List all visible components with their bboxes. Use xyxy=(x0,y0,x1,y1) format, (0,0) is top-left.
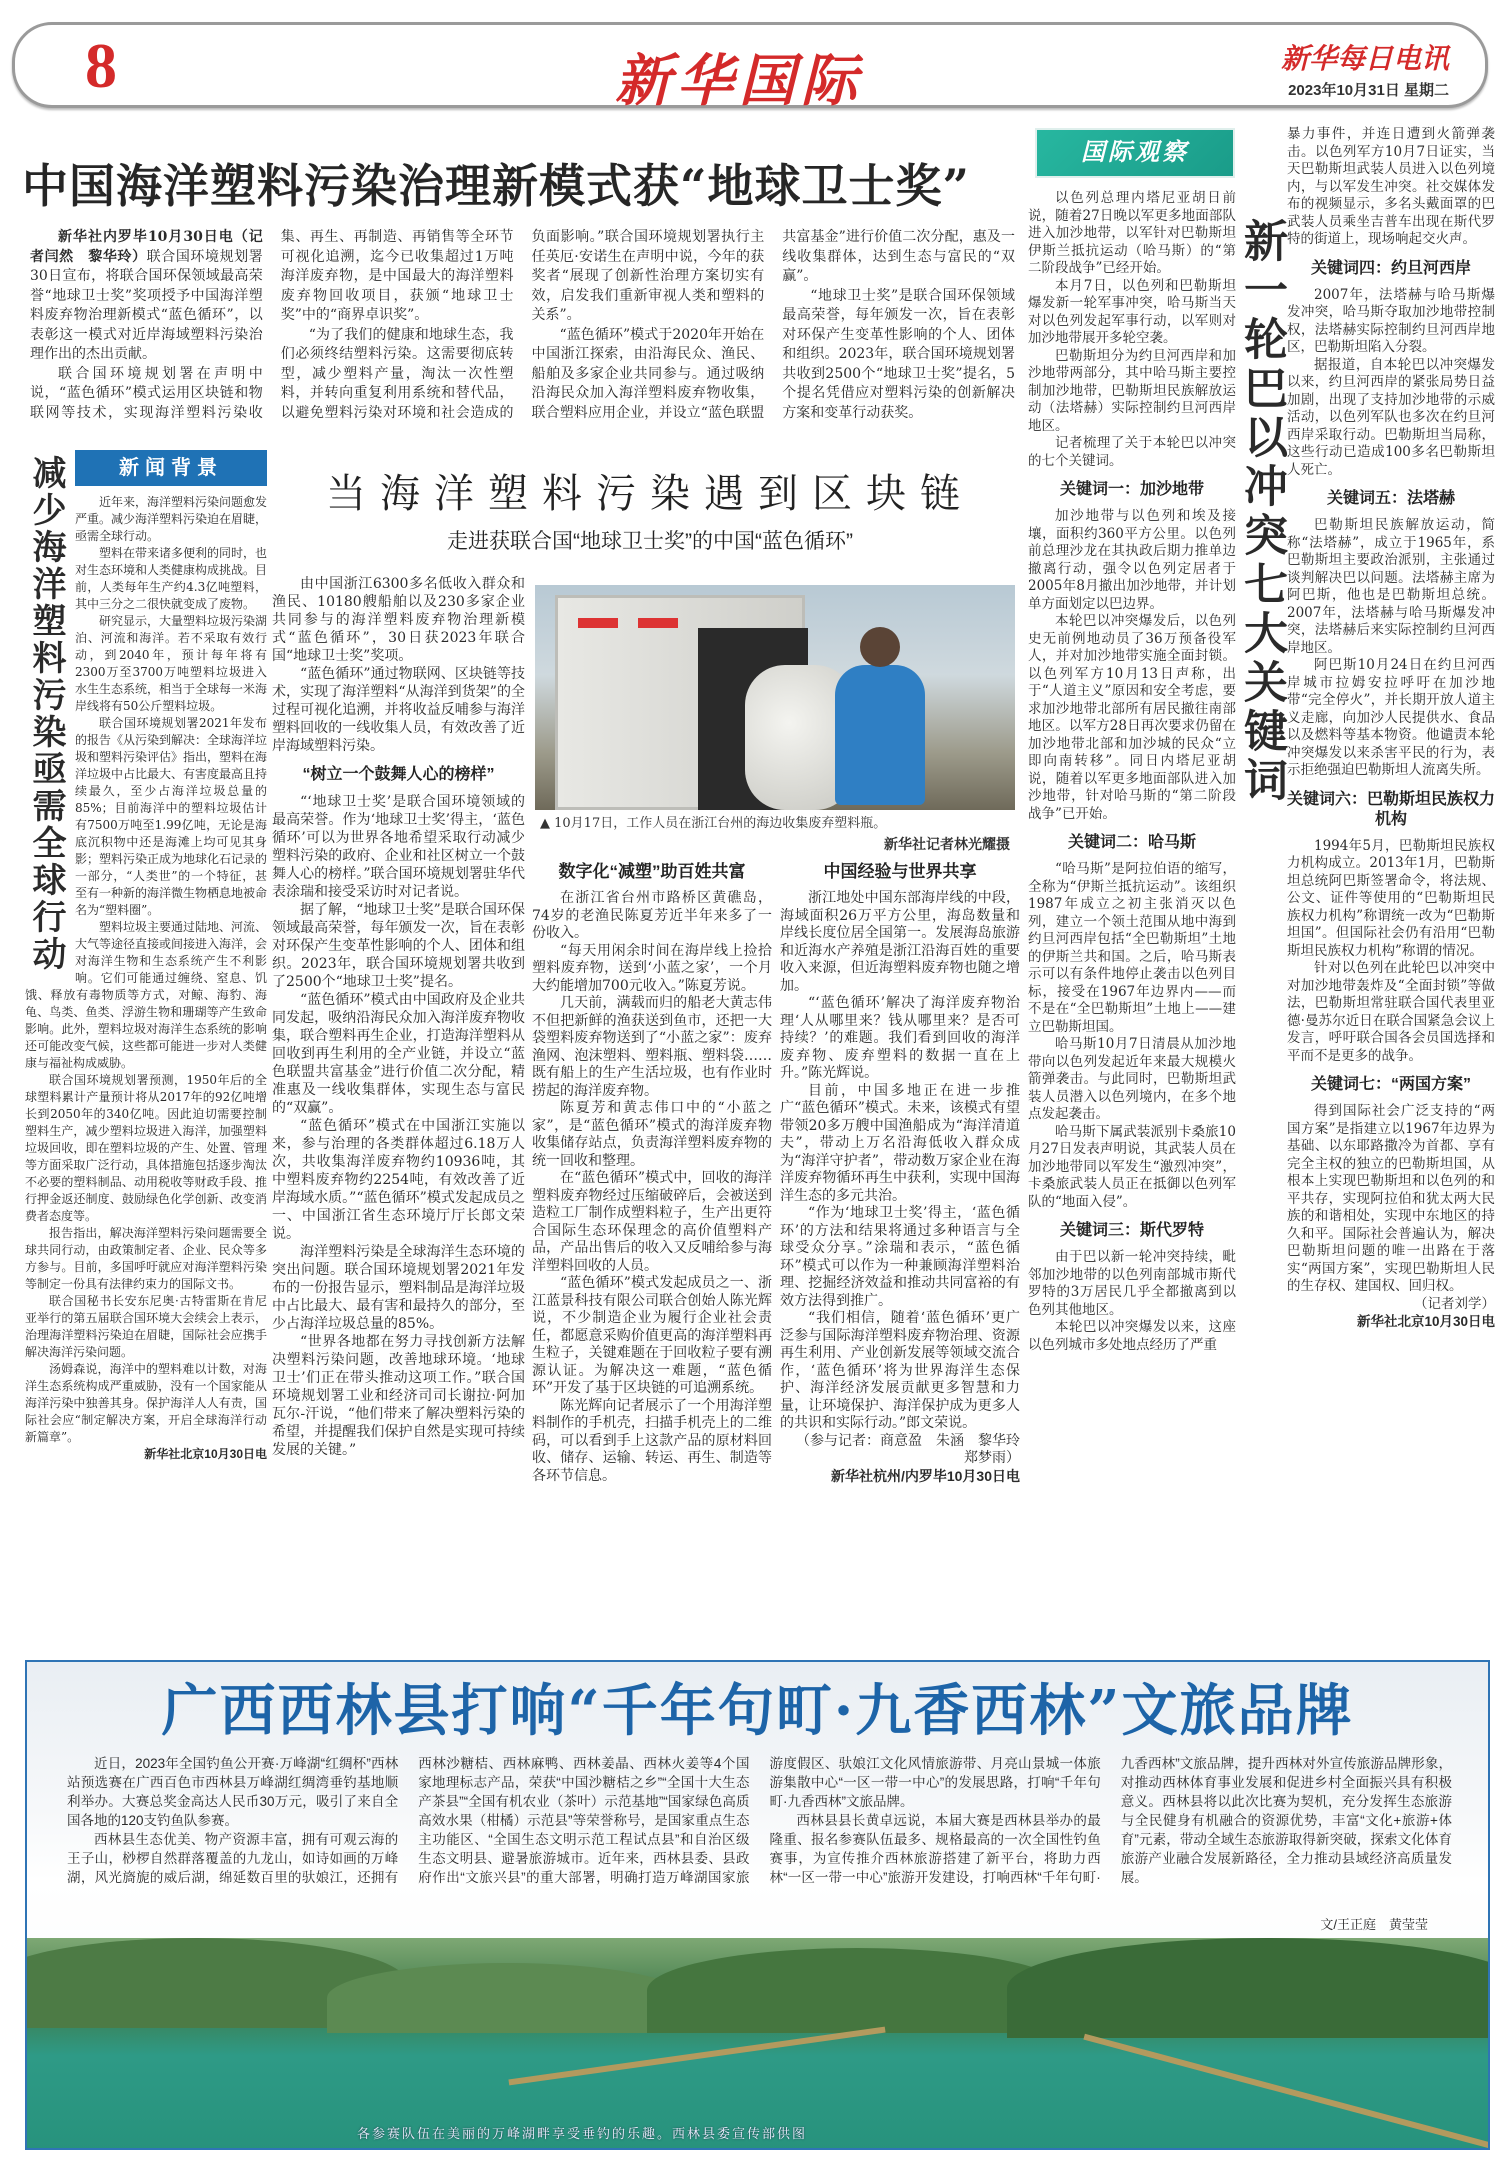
paragraph: 暴力事件，并连日遭到火箭弹袭击。以色列军方10月7日证实，当天巴勒斯坦武装人员进入以色列境内，与以军发生冲突。社交媒体发布的视频显示，多名头戴面罩的巴武装人员乘坐吉普车出现在斯代罗特的街道上，现场响起交火声。 xyxy=(1287,126,1495,247)
section-title: 新华国际 xyxy=(615,48,863,114)
dateline: 新华社北京10月30日电 xyxy=(144,1447,267,1461)
issue-date: 2023年10月31日 星期二 xyxy=(1288,82,1449,99)
lead-dateline: 新华社内罗毕10月30日电（记者闫然 黎华玲） xyxy=(30,229,263,265)
paragraph: “哈马斯”是阿拉伯语的缩写，全称为“伊斯兰抵抗运动”。该组织1987年成立之初主张消灭以色列，建立一个领土范围从地中海到约旦河西岸包括“全巴勒斯坦”土地的伊斯兰共和国。之后，哈马斯表示可以有条件地停止袭击以色列目标，接受在1967年边界内——而不是在“全巴勒斯坦”土地上——建立巴勒斯坦国。 xyxy=(1028,861,1236,1035)
paragraph: 陈光辉向记者展示了一个用海洋塑料制作的手机壳，扫描手机壳上的二维码，可以看到手上这款产品的原材料回收、储存、运输、转运、再生、制造等各环节信息。 xyxy=(532,1397,772,1484)
masthead xyxy=(12,22,1488,114)
paragraph: 阿巴斯10月24日在约旦河西岸城市拉姆安拉呼吁在加沙地带“完全停火”，并长期开放人道主义走廊，向加沙人民提供水、食品以及燃料等基本物资。他谴责本轮冲突爆发以来杀害平民的行为，表示拒绝强迫巴勒斯坦人流离失所。 xyxy=(1287,657,1495,778)
observation-column-left xyxy=(1028,190,1236,1354)
background-vertical-title: 减少海洋塑料污染亟需全球行动 xyxy=(26,455,66,973)
news-background-box xyxy=(25,450,267,1650)
paragraph: “‘地球卫士奖’是联合国环境领域的最高荣誉。作为‘地球卫士奖’得主，‘蓝色循环’可以为世界各地希望采取行动减少塑料污染的政府、企业和社区树立一个鼓舞人心的榜样。”联合国环境规划署驻华代表涂瑞和接受采访时对记者说。 xyxy=(272,794,525,900)
promo-section xyxy=(25,1660,1490,2150)
paragraph: 报告指出，解决海洋塑料污染问题需要全球共同行动，由政策制定者、企业、民众等多方参与。目前，多国呼吁就应对海洋塑料污染等制定一份具有法律约束力的国际文书。 xyxy=(25,1226,267,1291)
paragraph: 汤姆森说，海洋中的塑料难以计数，对海洋生态系统构成严重威胁，没有一个国家能从海洋污染中独善其身。保护海洋人人有责，国际社会应“制定解决方案，开启全球海洋行动新篇章”。 xyxy=(25,1362,267,1444)
paragraph: 巴勒斯坦民族解放运动，简称“法塔赫”，成立于1965年，系巴勒斯坦主要政治派别，主张通过谈判解决巴以问题。法塔赫主席为阿巴斯，他也是巴勒斯坦总统。2007年，法塔赫与哈马斯爆发冲突，法塔赫后来实际控制约旦河西岸地区。 xyxy=(1287,517,1495,656)
lake-photo xyxy=(27,1938,1488,2150)
paragraph: 加沙地带与以色列和埃及接壤，面积约360平方公里。以色列前总理沙龙在其执政后期力推单边撤离行动，强令以色列定居者于2005年8月撤出加沙地带，并计划单方面划定以巴边界。 xyxy=(1028,508,1236,612)
feature-subheadline: 走进获联合国“地球卫士奖”的中国“蓝色循环” xyxy=(447,530,853,553)
newspaper-brand-logo: 新华每日电讯 xyxy=(1280,42,1449,75)
promo-photo-caption: 各参赛队伍在美丽的万峰湖畔享受垂钓的乐趣。西林县委宣传部供图 xyxy=(357,2127,808,2142)
paragraph: “蓝色循环”模式发起成员之一、浙江蓝景科技有限公司联合创始人陈光辉说，不少制造企业为履行企业社会责任，都愿意采购价值更高的海洋塑料再生粒子，关键难题在于回收粒子要有溯源认证。为解决这一难题，“蓝色循环”开发了基于区块链的可追溯系统。 xyxy=(532,1275,772,1396)
byline: （参与记者：商意盈 朱涵 黎华玲 郑梦雨） xyxy=(796,1432,1034,1466)
paragraph: “蓝色循环”模式在中国浙江实施以来，参与治理的各类群体超过6.18万人次，共收集海洋废弃物约10936吨，其中塑料废弃物约2254吨，有效改善了近岸海域水质。”“蓝色循环”模式发起成员之一、中国浙江省生态环境厅厅长郎文荣说。 xyxy=(272,1118,525,1242)
promo-author: 文/王正庭 黄莹莹 xyxy=(1320,1917,1428,1932)
paragraph: 由于巴以新一轮冲突持续，毗邻加沙地带的以色列南部城市斯代罗特的3万居民几乎全都撤离到以色列其他地区。 xyxy=(1028,1249,1236,1318)
paragraph: 塑料在带来诸多便利的同时，也对生态环境和人类健康构成挑战。目前，人类每年生产约4.3亿吨塑料，其中三分之二很快就变成了废物。 xyxy=(75,546,268,611)
paragraph: 记者梳理了关于本轮巴以冲突的七个关键词。 xyxy=(1028,435,1236,469)
paragraph: 在浙江省台州市路桥区黄礁岛，74岁的老渔民陈夏芳近半年来多了一份收入。 xyxy=(532,890,772,941)
feature-column-c xyxy=(780,862,1034,1485)
paragraph: “蓝色循环”通过物联网、区块链等技术，实现了海洋塑料“从海洋到货架”的全过程可视化追溯，并将收益反哺参与海洋塑料回收的一线收集人员，有效改善了近岸海域塑料污染。 xyxy=(272,666,525,754)
dateline: 新华社杭州/内罗毕10月30日电 xyxy=(830,1467,1020,1484)
paragraph: 得到国际社会广泛支持的“两国方案”是指建立以1967年边界为基础、以东耶路撒冷为首都、享有完全主权的独立的巴勒斯坦国，从根本上实现巴勒斯坦和以色列的和平共存，实现阿拉伯和犹太两大民族的和谐相处，实现中东地区的持久和平。国际社会普遍认为，解决巴勒斯坦问题的唯一出路在于落实“两国方案”，实现巴勒斯坦人民的生存权、建国权、回归权。 xyxy=(1287,1103,1495,1294)
paragraph: 本月7日，以色列和巴勒斯坦爆发新一轮军事冲突，哈马斯当天对以色列发起军事行动，以军则对加沙地带展开多轮空袭。 xyxy=(1028,277,1236,346)
paragraph: 陈夏芳和黄志伟口中的“小蓝之家”，是“蓝色循环”模式的海洋废弃物收集储存站点，负责海洋塑料废弃物的统一回收和整理。 xyxy=(532,1100,772,1169)
caption-text: ▲ 10月17日，工作人员在浙江台州的海边收集废弃塑料瓶。 xyxy=(540,816,887,831)
subheading: 关键词七：“两国方案” xyxy=(1310,1076,1471,1093)
paragraph: “作为‘地球卫士奖’得主，‘蓝色循环’的方法和结果将通过多种语言与全球受众分享。”涂瑞和表示，“蓝色循环”模式可以作为一种兼顾海洋塑料治理、挖掘经济效益和推动共同富裕的有效方法得到推广。 xyxy=(780,1205,1020,1309)
promo-headline: 广西西林县打响“千年句町·九香西林”文旅品牌 xyxy=(161,1678,1354,1744)
top-story-headline: 中国海洋塑料污染治理新模式获“地球卫士奖” xyxy=(22,159,970,213)
subheading: 关键词一：加沙地带 xyxy=(1059,481,1204,498)
observation-right-body xyxy=(1287,126,1495,1331)
paragraph: “蓝色循环”模式于2020年开始在中国浙江探索，由沿海民众、渔民、船舶及多家企业共同参与。通过吸纳沿海民众加入海洋塑料废弃物收集，联合塑料应用企业，并设立“蓝色联盟共富基金”进行价值二次分配，惠及一线收集群体，达到生态与富民的“双赢”。 xyxy=(531,229,1015,421)
paragraph: 西林县县长黄卓远说，本届大赛是西林县举办的最隆重、报名参赛队伍最多、规格最高的一次全国性钓鱼赛事，为宣传推介西林旅游搭建了新平台，将助力西林“一区一带一中心”旅游开发建设，打响西林“千年句町·九香西林”文旅品牌，提升西林对外宣传旅游品牌形象，对推动西林体育事业发展和促进乡村全面振兴具有积极意义。西林县将以此次比赛为契机，充分发挥生态旅游与全民健身有机融合的资源优势，丰富“文化+旅游+体育”元素，带动全域生态旅游取得新突破，探索文化体育旅游产业融合发展新路径，全力推动县域经济高质量发展。 xyxy=(769,1756,1452,1885)
news-background-badge: 新闻背景 xyxy=(75,450,267,486)
top-story-body xyxy=(30,228,1015,423)
paragraph: 据报道，自本轮巴以冲突爆发以来，约旦河西岸的紧张局势日益加剧，出现了支持加沙地带的示威活动，以色列军队也多次在约旦河西岸采取行动。巴勒斯坦当局称，这些行动已造成100多名巴勒斯坦人死亡。 xyxy=(1287,356,1495,478)
paragraph: 联合国环境规划署2021年发布的报告《从污染到解决：全球海洋垃圾和塑料污染评估》指出，塑料在海洋垃圾中占比最大、有害度最高且持续最久，至少占海洋垃圾总量的85%；目前海洋中的塑料垃圾估计有7500万吨至1.99亿吨，无论是海底沉积物中还是海滩上均可见其身影；塑料污染正成为地球化石记录的一部分，“人类世”的一个特征，甚至有一种新的海洋微生物栖息地被命名为“塑料圈”。 xyxy=(75,716,268,917)
feature-headline: 当海洋塑料污染遇到区块链 xyxy=(326,471,974,517)
observation-vertical-title: 新一轮巴以冲突七大关键词 xyxy=(1236,218,1287,806)
observation-column-right xyxy=(1287,126,1495,1331)
paragraph: 联合国环境规划署预测，1950年后的全球塑料累计产量预计将从2017年的92亿吨增长到2050年的340亿吨。因此迫切需要控制塑料生产，减少塑料垃圾进入海洋，加强塑料垃圾回收，即在塑料垃圾的产生、处置、管理等方面采取广泛行动，具体措施包括逐步淘汰不必要的塑料制品、动用税收等财政手段、推行押金返还制度、鼓励绿色化学创新、改变消费者态度等。 xyxy=(25,1073,267,1223)
paragraph: 以色列总理内塔尼亚胡日前说，随着27日晚以军更多地面部队进入加沙地带，以军针对巴勒斯坦伊斯兰抵抗运动（哈马斯）的“第二阶段战争”已经开始。 xyxy=(1028,190,1236,276)
subheading: 关键词六：巴勒斯坦民族权力机构 xyxy=(1287,790,1496,828)
paragraph: 海洋塑料污染是全球海洋生态环境的突出问题。联合国环境规划署2021年发布的一份报告显示，塑料制品是海洋垃圾中占比最大、最有害和最持久的部分，至少占海洋垃圾总量的85%。 xyxy=(272,1244,525,1332)
title-spacer xyxy=(25,450,75,975)
subheading: 关键词三：斯代罗特 xyxy=(1059,1222,1204,1239)
paragraph: “世界各地都在努力寻找创新方法解决塑料污染问题，改善地球环境。‘地球卫士’们正在带头推动这项工作。”联合国环境规划署工业和经济司司长谢拉·阿加瓦尔-汗说，“他们带来了解决塑料污染的希望，并提醒我们保护自然是实现可持续发展的关键。” xyxy=(272,1334,525,1458)
paragraph: 近年来，海洋塑料污染问题愈发严重。减少海洋塑料污染迫在眉睫，亟需全球行动。 xyxy=(75,495,268,543)
paragraph: 哈马斯下属武装派别卡桑旅10月27日发表声明说，其武装人员在加沙地带同以军发生“激烈冲突”，卡桑旅武装人员正在抵御以色列军队的“地面入侵”。 xyxy=(1028,1123,1236,1210)
paragraph: “为了我们的健康和地球生态，我们必须终结塑料污染。这需要彻底转型，减少塑料产量，淘汰一次性塑料，并转向重复利用系统和替代品，以避免塑料污染对环境和社会造成的负面影响。”联合国环境规划署执行主任英厄·安诺生在声明中说，今年的获奖者“展现了创新性治理方案切实有效，启发我们重新审视人类和塑料的关系”。 xyxy=(280,229,765,421)
byline: （记者刘学） xyxy=(1414,1295,1495,1312)
feature-photo-caption xyxy=(540,815,1010,853)
paragraph: 几天前，满载而归的船老大黄志伟不但把新鲜的渔获送到鱼市，还把一大袋塑料废弃物送到了“小蓝之家”：废弃渔网、泡沫塑料、塑料瓶、塑料袋……既有船上的生产生活垃圾，也有作业时捞起的海洋废弃物。 xyxy=(532,995,772,1099)
worker-illustration xyxy=(835,665,925,805)
paragraph: 浙江地处中国东部海岸线的中段，海域面积26万平方公里，海岛数量和岸线长度位居全国第一。发展海岛旅游和近海水产养殖是浙江沿海百姓的重要收入来源，但近海塑料废弃物也随之增加。 xyxy=(780,890,1020,994)
paragraph: 哈马斯10月7日清晨从加沙地带向以色列发起近年来最大规模火箭弹袭击。与此同时，巴勒斯坦武装人员潜入以色列境内，在多个地点发起袭击。 xyxy=(1028,1036,1236,1122)
paragraph: 据了解，“地球卫士奖”是联合国环保领域最高荣誉，每年颁发一次，旨在表彰对环保产生变革性影响的个人、团体和组织。2023年，联合国环境规划署共收到了2500个“地球卫士奖”提名。 xyxy=(272,902,525,990)
paragraph: “‘蓝色循环’解决了海洋废弃物治理‘人从哪里来？钱从哪里来？是否可持续？’的难题。我们看到回收的海洋废弃物、废弃塑料的数据一直在上升。”陈光辉说。 xyxy=(780,995,1020,1081)
subheading: 关键词二：哈马斯 xyxy=(1067,834,1196,851)
paragraph: 本轮巴以冲突爆发以来，这座以色列城市多处地点经历了严重 xyxy=(1028,1319,1236,1353)
paragraph: 联合国秘书长安东尼奥·古特雷斯在肯尼亚举行的第五届联合国环境大会续会上表示，治理海洋塑料污染迫在眉睫，国际社会应携手解决海洋污染问题。 xyxy=(25,1294,267,1359)
subheading: “树立一个鼓舞人心的榜样” xyxy=(302,766,495,783)
paragraph: 塑料垃圾主要通过陆地、河流、大气等途径直接或间接进入海洋，会对海洋生物和生态系统产生不利影响。它们可能通过缠绕、窒息、饥饿、释放有毒物质等方式，对鲸、海豹、海龟、鸟类、鱼类、浮游生物和珊瑚等产生致命影响。此外，塑料垃圾对海洋生态系统的影响还可能改变气候，这些都可能进一步对人类健康与福祉构成威胁。 xyxy=(25,920,268,1070)
promo-body xyxy=(67,1754,1452,1887)
paragraph: 在“蓝色循环”模式中，回收的海洋塑料废弃物经过压缩破碎后，会被送到造粒工厂制作成塑料粒子，生产出更符合国际生态环保理念的高价值塑料产品，产品出售后的收入又反哺给参与海洋塑料回收的人员。 xyxy=(532,1170,772,1274)
international-observation-badge: 国际观察 xyxy=(1035,128,1235,178)
observation-left-body xyxy=(1028,190,1236,1354)
paragraph: “地球卫士奖”是联合国环保领域最高荣誉，每年颁发一次，旨在表彰对环保产生变革性影响的个人、团体和组织。2023年，联合国环境规划署共收到2500个“地球卫士奖”提名，5个提名凭借应对塑料污染的创新解决方案和变革行动获奖。 xyxy=(782,287,1015,421)
paragraph: 目前，中国多地正在进一步推广“蓝色循环”模式。未来，该模式有望带领20多万艘中国渔船成为“海洋清道夫”，带动上万名沿海低收入群众成为“海洋守护者”，带动数万家企业在海洋废弃物循环再生中获利，实现中国海洋生态的多元共治。 xyxy=(780,1082,1020,1204)
paragraph: “我们相信，随着‘蓝色循环’更广泛参与国际海洋塑料废弃物治理、资源再生利用、产业创新发展等领域交流合作，‘蓝色循环’将为世界海洋生态保护、海洋经济发展贡献更多智慧和力量，让环境保护、海洋保护成为更多人的共识和实际行动。”郎文荣说。 xyxy=(780,1310,1020,1431)
page-number: 8 xyxy=(85,30,117,101)
subheading: 关键词五：法塔赫 xyxy=(1326,490,1455,507)
subheading: 数字化“减塑”助百姓共富 xyxy=(558,862,746,881)
paragraph: 由中国浙江6300多名低收入群众和渔民、10180艘船舶以及230多家企业共同参与的海洋塑料废弃物治理新模式“蓝色循环”，30日获2023年联合国“地球卫士奖”奖项。 xyxy=(272,576,525,664)
paragraph: 2007年，法塔赫与哈马斯爆发冲突，哈马斯夺取加沙地带控制权，法塔赫实际控制约旦河西岸地区，巴勒斯坦陷入分裂。 xyxy=(1287,286,1495,355)
dateline: 新华社北京10月30日电 xyxy=(1356,1314,1495,1329)
paragraph: “每天用闲余时间在海岸线上捡拾塑料废弃物，送到‘小蓝之家’，一个月大约能增加700元收入。”陈夏芳说。 xyxy=(532,942,772,994)
paragraph: “蓝色循环”模式由中国政府及企业共同发起，吸纳沿海民众加入海洋废弃物收集，联合塑料再生企业，打造海洋塑料从回收到再生利用的全产业链，并设立“蓝色联盟共富基金”进行价值二次分配，精准惠及一线收集群体，实现生态与富民的“双赢”。 xyxy=(272,992,525,1116)
photo-credit: 新华社记者林光耀摄 xyxy=(884,836,1010,852)
paragraph: 西林县生态优美、物产资源丰富，拥有可观云海的王子山，桫椤自然群落覆盖的九龙山，如诗如画的万峰湖，风光旖旎的威后湖，绵延数百里的驮娘江，还拥有西林沙糖桔、西林麻鸭、西林姜晶、西林火姜等4个国家地理标志产品，荣获“中国沙糖桔之乡”“全国十大生态产茶县”“全国有机农业（茶叶）示范基地”“国家绿色高质高效水果（柑橘）示范县”等荣誉称号，是国家重点生态主功能区、“全国生态文明示范工程试点县”和自治区级生态文明县、避暑旅游城市。近年来，西林县委、县政府作出“文旅兴县”的重大部署，明确打造万峰湖国家旅游度假区、驮娘江文化风情旅游带、月亮山景城一体旅游集散中心“一区一带一中心”的发展思路，打响“千年句町·九香西林”文旅品牌。 xyxy=(67,1756,1101,1885)
subheading: 中国经验与世界共享 xyxy=(823,862,977,881)
subheading: 关键词四：约旦河西岸 xyxy=(1310,259,1471,277)
paragraph: 本轮巴以冲突爆发后，以色列史无前例地动员了36万预备役军人，并对加沙地带实施全面封锁。以色列军方10月13日声称，出于“人道主义”原因和安全考虑，要求加沙地带北部所有居民撤往南部地区。以军方28日再次要求仍留在加沙地带北部和加沙城的民众“立即向南转移”。同日内塔尼亚胡说，随着以军更多地面部队进入加沙地带，针对哈马斯的“第二阶段战争”已开始。 xyxy=(1028,613,1236,822)
feature-photo xyxy=(535,585,1015,810)
feature-column-b xyxy=(532,862,772,1485)
paragraph: 近日，2023年全国钓鱼公开赛·万峰湖“红绸杯”西林站预选赛在广西百色市西林县万峰湖红绸湾垂钓基地顺利举办。大赛总奖金高达人民币30万元，吸引了来自全国各地的120支钓鱼队参赛。 xyxy=(67,1756,399,1828)
feature-column-a xyxy=(272,575,525,1459)
paragraph: 新华社内罗毕10月30日电（记者闫然 黎华玲）联合国环境规划署30日宣布，将联合国环保领域最高荣誉“地球卫士奖”奖项授予中国海洋塑料废弃物治理新模式“蓝色循环”，以表彰这一模式对近岸海域塑料污染治理作出的杰出贡献。 xyxy=(30,229,263,362)
paragraph: 针对以色列在此轮巴以冲突中对加沙地带轰炸及“全面封锁”等做法，巴勒斯坦常驻联合国代表里亚德·曼苏尔近日在联合国紧急会议上发言，呼吁联合国各会员国选择和平而不是更多的战争。 xyxy=(1287,960,1495,1064)
paragraph: 巴勒斯坦分为约旦河西岸和加沙地带两部分，其中哈马斯主要控制加沙地带，巴勒斯坦民族解放运动（法塔赫）实际控制约旦河西岸地区。 xyxy=(1028,347,1236,434)
paragraph: 1994年5月，巴勒斯坦民族权力机构成立。2013年1月，巴勒斯坦总统阿巴斯签署命令，将法规、公文、证件等使用的“巴勒斯坦民族权力机构”称谓统一改为“巴勒斯坦国”。但国际社会仍有沿用“巴勒斯坦民族权力机构”称谓的情况。 xyxy=(1287,837,1495,959)
paragraph: 联合国环境规划署在声明中说，“蓝色循环”模式运用区块链和物联网等技术，实现海洋塑料污染收集、再生、再制造、再销售等全环节可视化追溯，迄今已收集超过1万吨海洋废弃物，是中国最大的海洋塑料废弃物回收项目，获颁“地球卫士奖”中的“商界卓识奖”。 xyxy=(30,229,514,421)
paragraph: 研究显示，大量塑料垃圾污染湖泊、河流和海洋。若不采取有效行动，到2040年，预计每年将有2300万至3700万吨塑料垃圾进入水生生态系统，相当于全球每一米海岸线将有50公斤塑料垃圾。 xyxy=(75,614,268,713)
